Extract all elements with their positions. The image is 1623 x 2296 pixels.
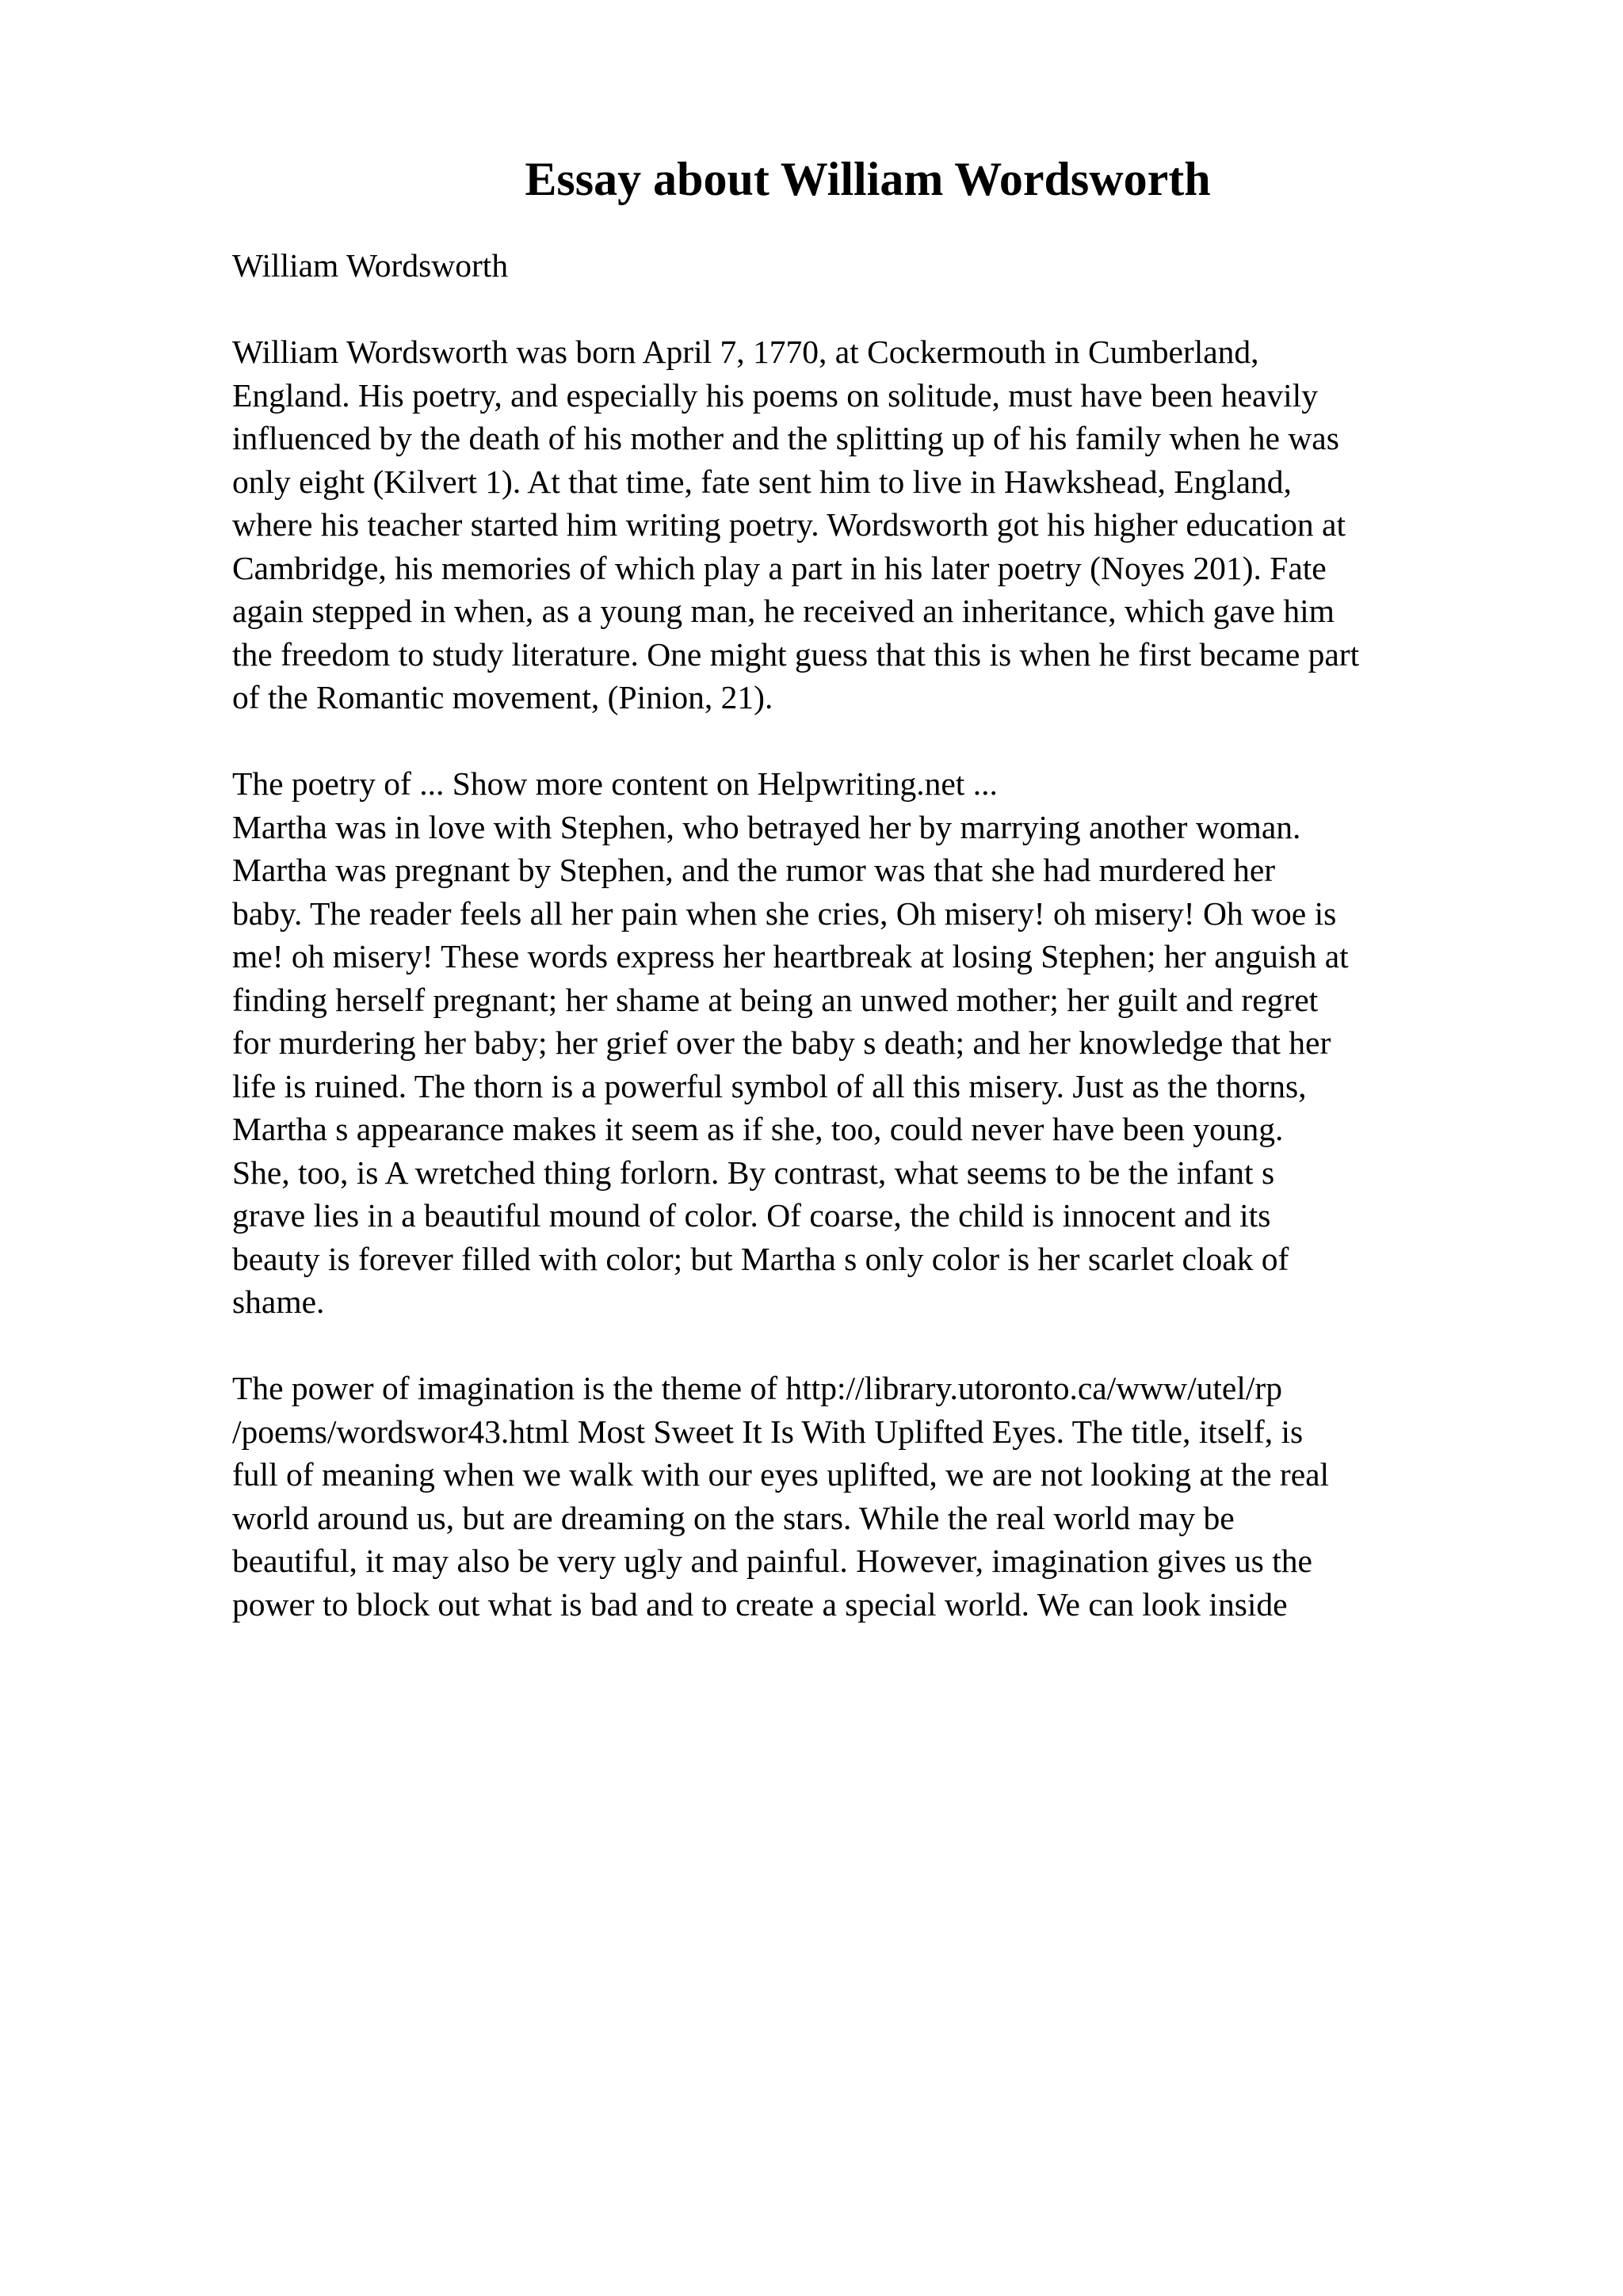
text-line: Martha was pregnant by Stephen, and the rumor was that she had murdered her (232, 852, 1276, 888)
text-line: beautiful, it may also be very ugly and painful. However, imagination gives us the (232, 1543, 1312, 1579)
text-line: me! oh misery! These words express her heartbreak at losing Stephen; her anguish at (232, 938, 1349, 974)
text-line: again stepped in when, as a young man, he received an inheritance, which gave him (232, 593, 1335, 629)
text-line: of the Romantic movement, (Pinion, 21). (232, 679, 773, 715)
text-line: influenced by the death of his mother and the splitting up of his family when he was (232, 420, 1339, 456)
document-subtitle: William Wordsworth (232, 247, 509, 284)
document-title: Essay about William Wordsworth (525, 153, 1211, 205)
text-line: The poetry of ... Show more content on Helpwriting.net ... (232, 765, 998, 802)
text-line: shame. (232, 1283, 325, 1320)
text-line: grave lies in a beautiful mound of color. Of coarse, the child is innocent and its (232, 1197, 1271, 1234)
text-line: The power of imagination is the theme of http://library.utoronto.ca/www/utel/rp (232, 1370, 1282, 1406)
text-line: She, too, is A wretched thing forlorn. By contrast, what seems to be the infant s (232, 1154, 1275, 1191)
text-line: Cambridge, his memories of which play a part in his later poetry (Noyes 201). Fate (232, 549, 1327, 586)
text-line: Martha was in love with Stephen, who betrayed her by marrying another woman. (232, 808, 1301, 845)
text-line: William Wordsworth was born April 7, 1770, at Cockermouth in Cumberland, (232, 334, 1259, 370)
text-line: Martha s appearance makes it seem as if she, too, could never have been young. (232, 1111, 1284, 1147)
text-line: baby. The reader feels all her pain when she cries, Oh misery! oh misery! Oh woe is (232, 894, 1337, 932)
paragraph-2 (232, 762, 1548, 1324)
paragraph-1 (232, 330, 1548, 719)
paragraph-spacer (232, 288, 1548, 331)
text-line: only eight (Kilvert 1). At that time, fate sent him to live in Hawkshead, England, (232, 463, 1292, 500)
paragraph-spacer (232, 1324, 1548, 1367)
text-line: beauty is forever filled with color; but Martha s only color is her scarlet cloak of (232, 1240, 1289, 1277)
paragraph-spacer (232, 719, 1548, 763)
text-line: /poems/wordswor43.html Most Sweet It Is With Uplifted Eyes. The title, itself, is (232, 1413, 1304, 1450)
text-line: full of meaning when we walk with our eyes uplifted, we are not looking at the real (232, 1456, 1330, 1493)
text-line: for murdering her baby; her grief over the baby s death; and her knowledge that her (232, 1024, 1331, 1061)
text-line: the freedom to study literature. One might guess that this is when he first became part (232, 635, 1360, 673)
text-line: finding herself pregnant; her shame at being an unwed mother; her guilt and regret (232, 981, 1319, 1018)
text-line: world around us, but are dreaming on the stars. While the real world may be (232, 1499, 1235, 1536)
paragraph-3 (232, 1367, 1548, 1626)
document-body (232, 244, 1548, 1626)
text-line: where his teacher started him writing poetry. Wordsworth got his higher education at (232, 506, 1346, 543)
text-line: life is ruined. The thorn is a powerful symbol of all this misery. Just as the thorns, (232, 1067, 1307, 1104)
text-line: power to block out what is bad and to create a special world. We can look inside (232, 1585, 1288, 1623)
text-line: England. His poetry, and especially his poems on solitude, must have been heavily (232, 376, 1318, 414)
